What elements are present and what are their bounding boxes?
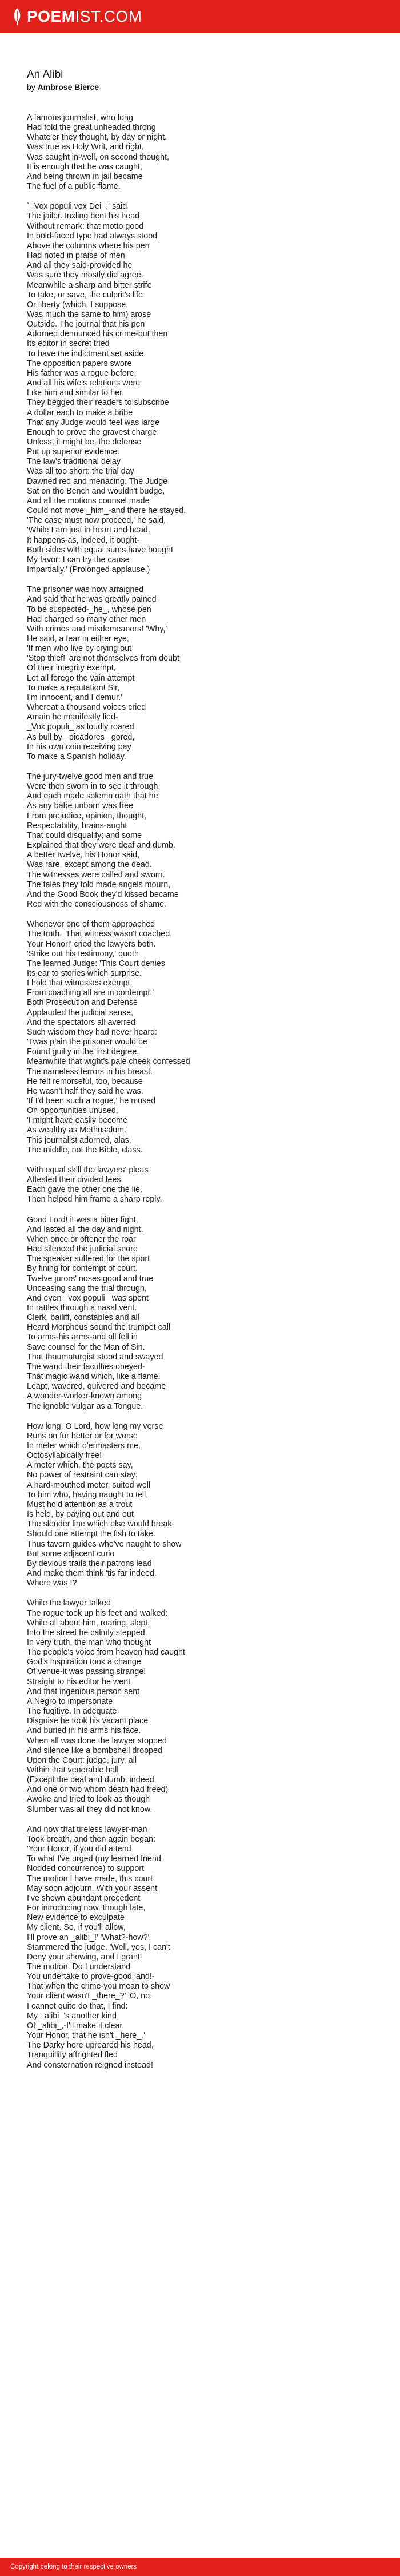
poem-line: Disguise he took his vacant place	[27, 1716, 149, 1726]
poem-line: The truth, 'That witness wasn't coached,	[27, 929, 173, 939]
poem-line: Applauded the judicial sense,	[27, 1008, 133, 1017]
poem-line: By fining for contempt of court.	[27, 1264, 138, 1274]
poem-line: 'I might have easily become	[27, 1116, 127, 1126]
poem-line: The jury-twelve good men and true	[27, 772, 153, 781]
poem-line: With crimes and misdemeanors! 'Why,'	[27, 624, 167, 634]
poem-line: Unceasing sang the trial through,	[27, 1283, 147, 1293]
poem-line: Tranquillity affrighted fled	[27, 2050, 118, 2060]
poem-line: Explained that they were deaf and dumb.	[27, 841, 175, 850]
poem-line: When once or oftener the roar	[27, 1234, 136, 1244]
poem-line: The jailer. Inxling bent his head	[27, 212, 140, 221]
poem-line: Amain he manifestly lied-	[27, 713, 118, 722]
poem-line: Meanwhile a sharp and bitter strife	[27, 280, 152, 290]
poem-line: A Negro to impersonate	[27, 1696, 113, 1706]
poem-line: Red with the consciousness of shame.	[27, 900, 166, 909]
poem-line: My favor: I can try the cause	[27, 555, 130, 565]
poem-line: The witnesses were called and sworn.	[27, 870, 165, 880]
poem-line: Your Honor!' cried the lawyers both.	[27, 939, 156, 949]
poem-line: The motion. Do I understand	[27, 1962, 131, 1971]
poem-line: And all they said-provided he	[27, 261, 133, 271]
poem-line: Was all too short: the trial day	[27, 467, 134, 476]
poem-line: Runs on for better or for worse	[27, 1431, 138, 1441]
poem-line: Whenever one of them approached	[27, 920, 155, 929]
poem-line: A famous journalist, who long	[27, 113, 133, 122]
poem-line: And that ingenious person sent	[27, 1687, 140, 1696]
poem-line: (Except the deaf and dumb, indeed,	[27, 1775, 157, 1785]
poem-line: 'The case must now proceed,' he said,	[27, 516, 166, 526]
poem-line: Your Honor, that he isn't _here_.'	[27, 2031, 145, 2041]
poem-line: Straight to his editor he went	[27, 1677, 131, 1687]
poem-line: Meanwhile that wight's pale cheek confessed	[27, 1057, 190, 1067]
poem-line: Unless, it might be, the defense	[27, 438, 142, 447]
poem-line: Both sides with equal sums have bought	[27, 545, 173, 555]
poem-line: Without remark: that motto good	[27, 221, 144, 231]
poem-line: Found guilty in the first degree.	[27, 1047, 139, 1057]
poem-line: May soon adjourn. With your assent	[27, 1883, 158, 1893]
poem-line: Nodded concurrence) to support	[27, 1864, 145, 1874]
poem-line: The learned Judge: 'This Court denies	[27, 959, 165, 968]
poem-line: Deny your showing, and I grant	[27, 1952, 140, 1962]
poem-line: To be suspected-_he_, whose pen	[27, 605, 151, 614]
poem-line: The Darky here upreared his head,	[27, 2041, 154, 2050]
poem-line: A wonder-worker-known among	[27, 1392, 142, 1401]
poem-line: 'If I'd been such a rogue,' he mused	[27, 1096, 156, 1106]
poem-line: Let all forego the vain attempt	[27, 673, 135, 683]
poem-body	[27, 113, 370, 2070]
poem-line: Twelve jurors' noses good and true	[27, 1274, 154, 1283]
poem-line: The nameless terrors in his breast.	[27, 1067, 153, 1076]
poem-line: For introducing now, though late,	[27, 1903, 146, 1913]
poem-line: He felt remorseful, too, because	[27, 1076, 143, 1086]
poem-line: How long, O Lord, how long my verse	[27, 1421, 163, 1431]
poem-line: They begged their readers to subscribe	[27, 398, 169, 408]
stanza	[27, 772, 370, 909]
poem-line: While the lawyer talked	[27, 1599, 111, 1608]
poem-line: Is held, by paying out and out	[27, 1510, 134, 1520]
poem-line: Had told the great unheaded throng	[27, 123, 156, 133]
poem-line: Stammered the judge. 'Well, yes, I can't	[27, 1942, 170, 1952]
poem-line: Was sure they mostly did agree.	[27, 271, 143, 280]
poem-line: I'll prove an _alibi_!' 'What?-how?'	[27, 1933, 150, 1942]
poem-line: In meter which o'ermasters me,	[27, 1441, 141, 1450]
poem-line: Leapt, wavered, quivered and became	[27, 1382, 166, 1392]
poem-line: Put up superior evidence.	[27, 447, 120, 457]
poem-line: That could disqualify; and some	[27, 830, 142, 840]
poem-line: And the spectators all averred	[27, 1017, 135, 1027]
poem-line: 'While I am just in heart and head,	[27, 526, 150, 535]
poem-line: That any Judge would feel was large	[27, 418, 160, 427]
poem-line: Enough to prove the gravest charge	[27, 427, 157, 437]
poem-line: And silence like a bombshell dropped	[27, 1746, 162, 1755]
poem-line: From coaching all are in contempt.'	[27, 988, 154, 998]
poem-line: Clerk, bailiff, constables and all	[27, 1313, 139, 1323]
poem-line: Respectability, brains-aught	[27, 821, 127, 830]
poem-line: And one or two whom death had freed)	[27, 1785, 169, 1795]
poem-line: The tales they told made angels mourn,	[27, 880, 171, 889]
stanza	[27, 202, 370, 575]
poem-content	[27, 69, 370, 2081]
poem-line: The people's voice from heaven had caught	[27, 1648, 185, 1657]
poem-line: I cannot quite do that, I find:	[27, 2001, 128, 2011]
poem-line: Could not move _him_-and there he stayed.	[27, 506, 186, 516]
poem-line: Was much the same to him) arose	[27, 309, 151, 319]
poem-line: Its ear to stories which surprise.	[27, 968, 142, 978]
poem-line: From prejudice, opinion, thought,	[27, 811, 147, 821]
poem-line: You undertake to prove-good land!-	[27, 1972, 155, 1982]
poem-line: Slumber was all they did not know.	[27, 1804, 153, 1814]
poem-line: And consternation reigned instead!	[27, 2060, 153, 2070]
poem-line: Whate'er they thought, by day or night.	[27, 133, 167, 142]
poem-line: 'Twas plain the prisoner would be	[27, 1037, 147, 1047]
poem-line: And make them think 'tis far indeed.	[27, 1569, 157, 1579]
poem-line: The motion I have made, this court	[27, 1874, 153, 1883]
poem-line: And lasted all the day and night.	[27, 1225, 143, 1234]
poem-line: Had noted in praise of men	[27, 251, 125, 261]
poem-line: My client. So, if you'll allow,	[27, 1923, 126, 1933]
poem-line: Your client wasn't _there_?' 'O, no,	[27, 1991, 153, 2001]
poem-line: Like him and similar to her.	[27, 388, 125, 398]
poem-line: Sat on the Bench and wouldn't budge,	[27, 486, 165, 496]
poem-line: When all was done the lawyer stopped	[27, 1736, 167, 1746]
poem-line: On opportunities unused,	[27, 1106, 118, 1116]
poem-line: Should one attempt the fish to take.	[27, 1529, 155, 1539]
poem-line: And even _vox populi_ was spent	[27, 1293, 149, 1303]
poem-line: In very truth, the man who thought	[27, 1637, 151, 1647]
poem-line: The middle, not the Bible, class.	[27, 1145, 143, 1155]
poem-line: He said, a tear in either eye,	[27, 634, 129, 643]
poem-line: I hold that witnesses exempt	[27, 979, 130, 988]
poem-line: In bold-faced type had always stood	[27, 231, 158, 241]
quill-pen-icon	[13, 8, 22, 25]
author-name[interactable]: Ambrose Bierce	[37, 82, 99, 92]
stanza	[27, 1215, 370, 1412]
poem-line: And being thrown in jail became	[27, 172, 143, 181]
poem-line: It is enough that he was caught,	[27, 162, 142, 172]
poem-line: To have the indictment set aside.	[27, 349, 146, 359]
poem-line: A better twelve, his Honor said,	[27, 850, 140, 860]
poem-line: But some adjacent curio	[27, 1549, 115, 1559]
poem-line: In his own coin receiving pay	[27, 742, 131, 752]
poem-line: Must hold attention as a trout	[27, 1500, 133, 1509]
byline-prefix: by	[27, 82, 35, 92]
site-logo-link[interactable]	[13, 7, 142, 26]
poem-line: Each gave the other one the lie,	[27, 1185, 142, 1195]
copyright-text: Copyright belong to their respective owners	[10, 2563, 137, 2570]
poem-line: Good Lord! it was a bitter fight,	[27, 1215, 138, 1225]
stanza	[27, 1422, 370, 1589]
poem-line: To him who, having naught to tell,	[27, 1490, 149, 1500]
poem-line: Thus tavern guides who've naught to show	[27, 1539, 182, 1549]
poem-line: To make a reputation! Sir,	[27, 683, 120, 693]
poem-line: The prisoner was now arraigned	[27, 585, 144, 595]
poem-line: The fuel of a public flame.	[27, 182, 121, 192]
poem-line: 'If men who live by crying out	[27, 644, 132, 654]
poem-line: As any babe unborn was free	[27, 801, 133, 811]
poem-line: Adorned denounced his crime-but then	[27, 329, 168, 339]
poem-line: The opposition papers swore	[27, 359, 132, 368]
poem-line: Octosyllabically free!	[27, 1451, 102, 1461]
poem-line: With equal skill the lawyers' pleas	[27, 1165, 149, 1175]
poem-line: New evidence to exculpate	[27, 1913, 125, 1923]
poem-line: The ignoble vulgar as a Tongue.	[27, 1401, 143, 1411]
poem-line: Dawned red and menacing. The Judge	[27, 476, 168, 486]
stanza	[27, 113, 370, 192]
poem-line: To take, or save, the culprit's life	[27, 290, 143, 300]
poem-line: And buried in his arms his face.	[27, 1726, 141, 1736]
stanza	[27, 585, 370, 762]
poem-line: Then helped him frame a sharp reply.	[27, 1195, 162, 1204]
poem-line: As wealthy as Methusalum.'	[27, 1126, 128, 1135]
poem-line: And now that tireless lawyer-man	[27, 1824, 147, 1834]
poem-line: Was true as Holy Writ, and right,	[27, 142, 144, 152]
poem-line: To what I've urged (my learned friend	[27, 1854, 161, 1864]
poem-line: Its editor in secret tried	[27, 339, 110, 349]
poem-line: By devious trails their patrons lead	[27, 1559, 152, 1568]
poem-line: The speaker suffered for the sport	[27, 1254, 150, 1264]
poem-line: 'Your Honor, if you did attend	[27, 1844, 131, 1854]
poem-line: This journalist adorned, alas,	[27, 1135, 131, 1145]
poem-line: And each made solemn oath that he	[27, 792, 158, 801]
stanza	[27, 920, 370, 1155]
poem-line: Save counsel for the Man of Sin.	[27, 1342, 145, 1352]
poem-line: The rogue took up his feet and walked:	[27, 1608, 168, 1618]
poem-line: Whereat a thousand voices cried	[27, 703, 146, 713]
poem-line: Of _alibi_,-I'll make it clear,	[27, 2021, 125, 2030]
poem-line: A hard-mouthed meter, suited well	[27, 1480, 151, 1490]
poem-line: Attested their divided fees.	[27, 1175, 123, 1185]
poem-byline	[27, 82, 370, 92]
poem-line: Upon the Court: judge, jury, all	[27, 1755, 137, 1765]
poem-line: That magic wand which, like a flame.	[27, 1372, 161, 1382]
poem-line: I've shown abundant precedent	[27, 1893, 141, 1903]
poem-line: The slender line which else would break	[27, 1520, 172, 1529]
poem-line: In rattles through a nasal vent.	[27, 1303, 137, 1313]
poem-line: Took breath, and then again began:	[27, 1834, 155, 1844]
poem-line: Was caught in-well, on second thought,	[27, 152, 170, 162]
poem-line: The wand their faculties obeyed-	[27, 1362, 145, 1372]
poem-line: As bull by _picadores_ gored,	[27, 732, 135, 742]
top-bar	[0, 0, 400, 33]
poem-line: Heard Morpheus sound the trumpet call	[27, 1323, 171, 1333]
poem-line: Awoke and tried to look as though	[27, 1795, 150, 1804]
poem-line: Such wisdom they had never heard:	[27, 1027, 158, 1037]
poem-line: A meter which, the poets say,	[27, 1461, 133, 1470]
poem-line: Or liberty (which, I suppose,	[27, 300, 129, 309]
stanza	[27, 1825, 370, 2070]
poem-line: I'm innocent, and I demur.'	[27, 693, 122, 702]
poem-line: It happens-as, indeed, it ought-	[27, 535, 140, 545]
poem-line: And the Good Book they'd kissed became	[27, 889, 179, 899]
poem-line: Had silenced the judicial snore	[27, 1245, 138, 1254]
stanza	[27, 1599, 370, 1814]
poem-line: Outside. The journal that his pen	[27, 320, 145, 329]
poem-line: And said that he was greatly pained	[27, 595, 157, 605]
poem-line: Impartially.' (Prolonged applause.)	[27, 565, 150, 575]
stanza	[27, 1166, 370, 1205]
poem-line: Of venue-it was passing strange!	[27, 1667, 146, 1677]
poem-line: The law's traditional delay	[27, 457, 121, 467]
site-logo-text: POEMIST.COM	[27, 7, 142, 25]
poem-line: Had charged so many other men	[27, 614, 146, 624]
poem-line: To make a Spanish holiday.	[27, 752, 126, 761]
poem-line: My _alibi_'s another kind	[27, 2011, 117, 2021]
poem-line: Of their integrity exempt,	[27, 663, 116, 673]
poem-line: He wasn't half they said he was.	[27, 1086, 143, 1096]
poem-line: _Vox populi_ as loudly roared	[27, 722, 134, 732]
poem-line: 'Stop thief!' are not themselves from doubt	[27, 654, 179, 663]
poem-line: A dollar each to make a bribe	[27, 408, 133, 418]
poem-line: While all about him, roaring, slept,	[27, 1618, 150, 1628]
poem-line: No power of restraint can stay;	[27, 1470, 138, 1480]
poem-line: 'Strike out his testimony,' quoth	[27, 949, 139, 959]
footer-bar	[0, 2558, 400, 2576]
poem-line: His father was a rogue before,	[27, 368, 137, 378]
poem-line: Was rare, except among the dead.	[27, 860, 152, 870]
poem-line: Above the columns where his pen	[27, 241, 150, 251]
poem-line: Into the street he calmly stepped.	[27, 1628, 147, 1637]
poem-line: God's inspiration took a change	[27, 1657, 141, 1667]
poem-line: Within that venerable hall	[27, 1766, 119, 1775]
poem-line: To arms-his arms-and all fell in	[27, 1333, 138, 1342]
poem-line: Both Prosecution and Defense	[27, 998, 138, 1008]
poem-line: Were then sworn in to see it through,	[27, 782, 161, 792]
poem-line: That when the crime-you mean to show	[27, 1982, 170, 1991]
poem-title: An Alibi	[27, 69, 63, 81]
poem-line: And all his wife's relations were	[27, 379, 141, 388]
poem-line: That thaumaturgist stood and swayed	[27, 1352, 163, 1362]
poem-line: `_Vox populi vox Dei_,' said	[27, 202, 127, 212]
poem-line: The fugitive. In adequate	[27, 1707, 117, 1716]
poem-line: And all the motions counsel made	[27, 496, 150, 506]
poem-line: Where was I?	[27, 1579, 77, 1588]
